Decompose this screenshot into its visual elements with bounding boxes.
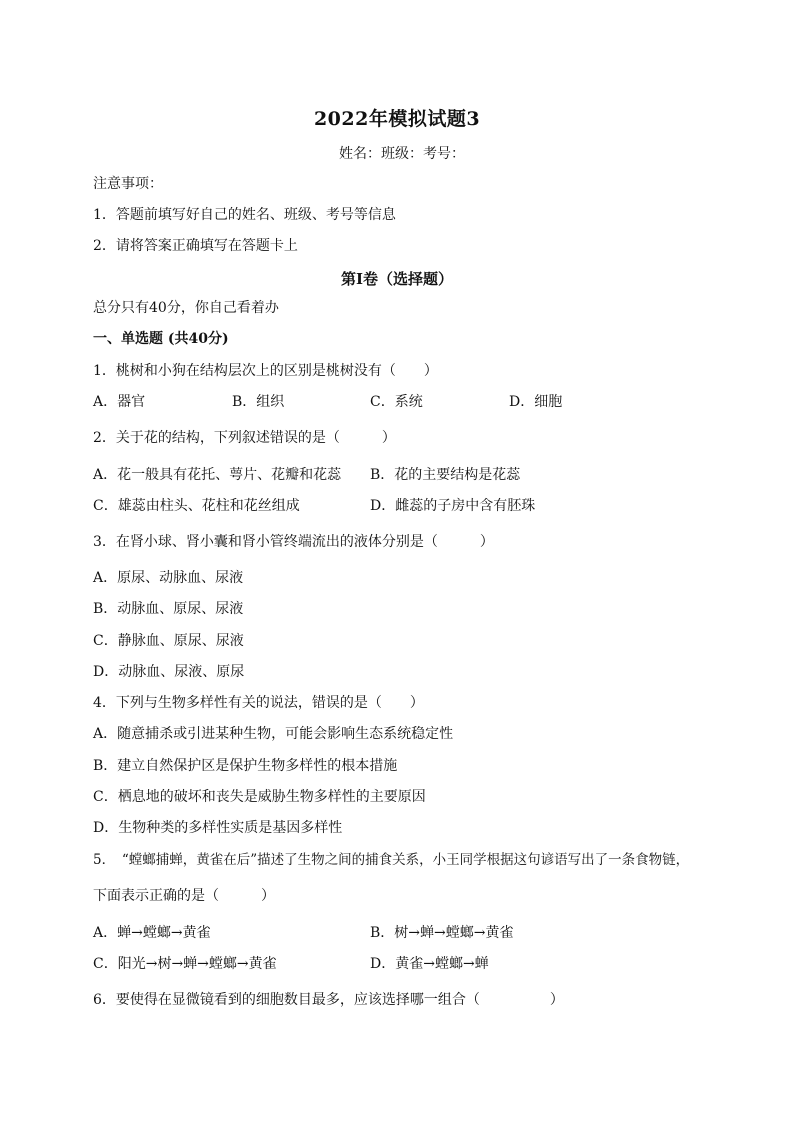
exam-title: 2022年模拟试题3 (313, 108, 481, 130)
question-4-option-d: D．生物种类的多样性实质是基因多样性 (93, 820, 343, 836)
question-1-option-a: A．器官 (93, 394, 146, 410)
question-4-option-a: A．随意捕杀或引进某种生物，可能会影响生态系统稳定性 (93, 726, 454, 742)
question-2-option-a: A．花一般具有花托、萼片、花瓣和花蕊 (93, 467, 342, 483)
question-4-option-b: B．建立自然保护区是保护生物多样性的根本措施 (93, 758, 398, 774)
question-6-stem: 6．要使得在显微镜看到的细胞数目最多，应该选择哪一组合（ ） (93, 992, 564, 1008)
question-1-option-d: D．细胞 (509, 394, 563, 410)
question-2-stem: 2．关于花的结构，下列叙述错误的是（ ） (93, 430, 396, 446)
question-2-option-d: D．雌蕊的子房中含有胚珠 (370, 498, 536, 514)
section-title: 第I卷（选择题） (340, 270, 454, 288)
question-5-option-b: B．树→蝉→螳螂→黄雀 (370, 925, 514, 941)
question-3-option-c: C．静脉血、原尿、尿液 (93, 633, 244, 649)
question-5-stem-line-2: 下面表示正确的是（ ） (93, 888, 275, 904)
notice-item-1: 1．答题前填写好自己的姓名、班级、考号等信息 (93, 207, 396, 223)
question-3-option-b: B．动脉血、原尿、尿液 (93, 601, 244, 617)
notice-item-2: 2．请将答案正确填写在答题卡上 (93, 238, 298, 254)
part-title: 一、单选题 (共40分) (93, 331, 229, 347)
question-5-option-c: C．阳光→树→蝉→螳螂→黄雀 (93, 956, 277, 972)
notice-heading: 注意事项： (93, 176, 163, 192)
question-5-option-a: A．蝉→螳螂→黄雀 (93, 925, 211, 941)
question-3-option-a: A．原尿、动脉血、尿液 (93, 570, 244, 586)
question-1-option-c: C．系统 (370, 394, 423, 410)
section-note: 总分只有40分，你自己看着办 (93, 300, 279, 316)
question-1-option-b: B．组织 (232, 394, 285, 410)
question-3-stem: 3．在肾小球、肾小囊和肾小管终端流出的液体分别是（ ） (93, 534, 494, 550)
question-2-option-b: B．花的主要结构是花蕊 (370, 467, 521, 483)
question-5-option-d: D．黄雀→螳螂→蝉 (370, 956, 489, 972)
question-2-option-c: C．雄蕊由柱头、花柱和花丝组成 (93, 498, 300, 514)
student-info-line: 姓名：班级：考号： (339, 146, 465, 162)
question-4-stem: 4．下列与生物多样性有关的说法，错误的是（ ） (93, 695, 424, 711)
question-4-option-c: C．栖息地的破坏和丧失是威胁生物多样性的主要原因 (93, 789, 426, 805)
question-1-stem: 1．桃树和小狗在结构层次上的区别是桃树没有（ ） (93, 363, 438, 379)
question-3-option-d: D．动脉血、尿液、原尿 (93, 664, 245, 680)
question-5-stem-line-1: 5． “螳螂捕蝉，黄雀在后”描述了生物之间的捕食关系，小王同学根据这句谚语写出了一条食物链， (93, 852, 690, 868)
